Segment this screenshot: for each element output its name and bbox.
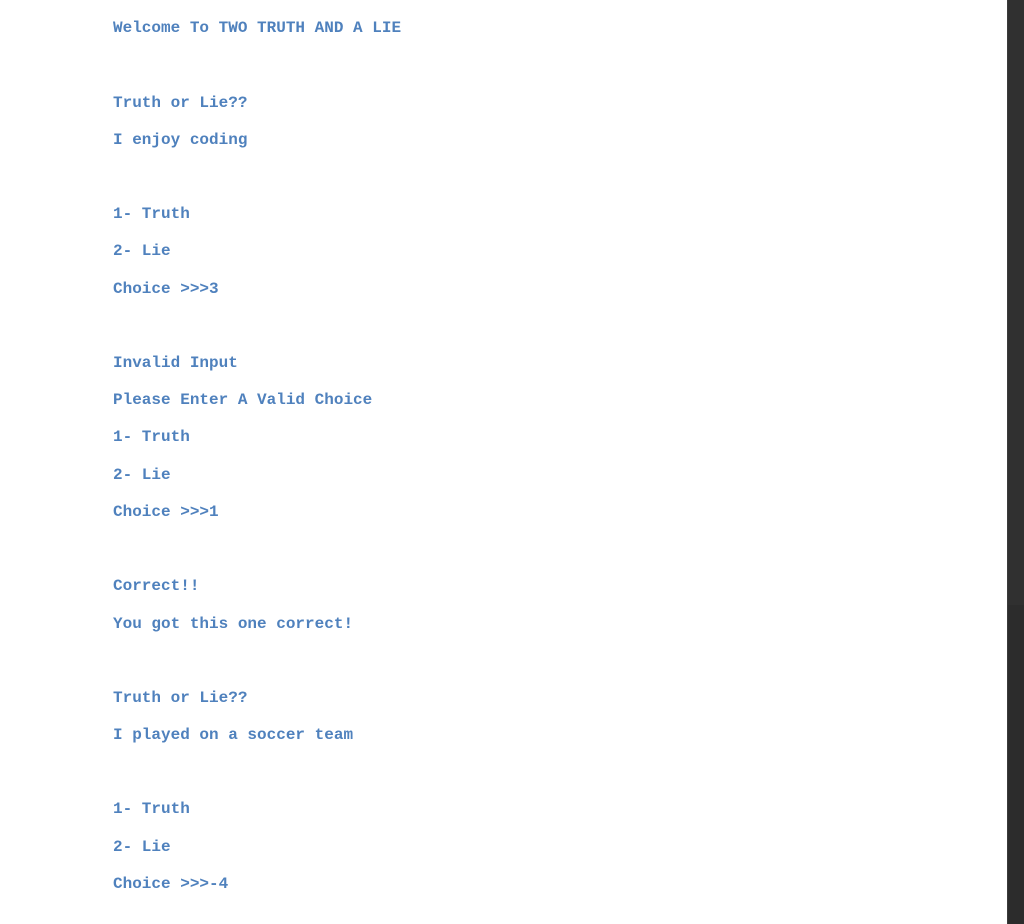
choice-input-line: Choice >>>-4	[113, 875, 229, 893]
choice-input-line: Choice >>>3	[113, 280, 219, 298]
choice-input-line: Choice >>>1	[113, 503, 219, 521]
option-truth: 1- Truth	[113, 205, 190, 223]
welcome-line: Welcome To TWO TRUTH AND A LIE	[113, 19, 402, 37]
option-lie: 2- Lie	[113, 466, 171, 484]
statement-line: I enjoy coding	[113, 131, 248, 149]
option-truth: 1- Truth	[113, 800, 190, 818]
console-output	[113, 0, 993, 924]
question-prompt: Truth or Lie??	[113, 689, 248, 707]
option-lie: 2- Lie	[113, 838, 171, 856]
statement-line: I played on a soccer team	[113, 726, 354, 744]
side-panel-edge	[1007, 0, 1024, 924]
option-lie: 2- Lie	[113, 242, 171, 260]
option-truth: 1- Truth	[113, 428, 190, 446]
result-message: Correct!!	[113, 577, 200, 595]
result-detail: You got this one correct!	[113, 615, 354, 633]
error-instruction: Please Enter A Valid Choice	[113, 391, 373, 409]
question-prompt: Truth or Lie??	[113, 94, 248, 112]
error-message: Invalid Input	[113, 354, 238, 372]
